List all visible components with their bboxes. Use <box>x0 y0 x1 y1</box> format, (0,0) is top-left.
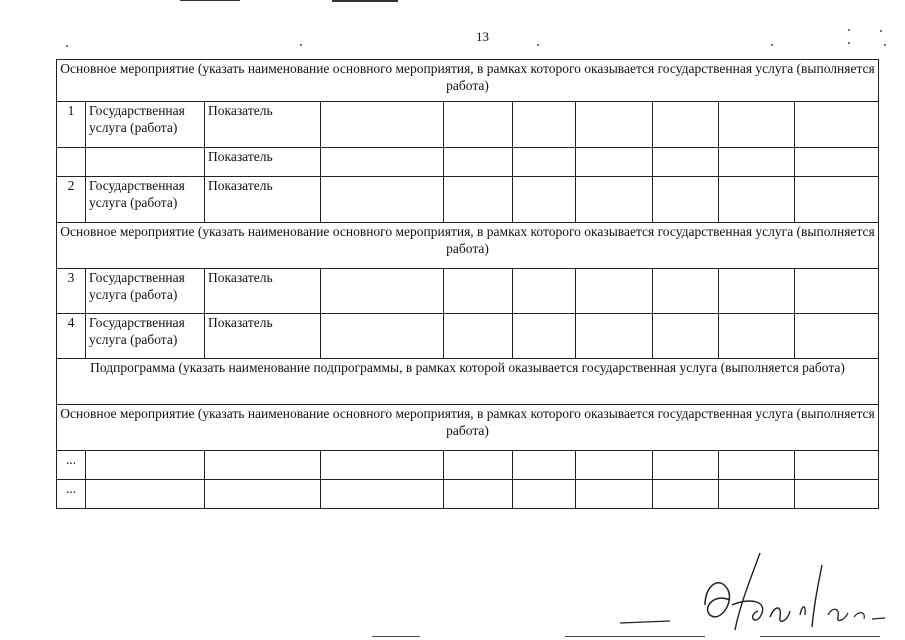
value-cell <box>653 451 719 480</box>
value-cell <box>513 269 576 314</box>
scan-speck <box>66 45 68 47</box>
row-number: 1 <box>57 102 86 148</box>
scan-speck <box>848 29 850 31</box>
value-cell <box>321 177 444 223</box>
indicator-cell: Показатель <box>205 148 321 177</box>
value-cell <box>444 451 513 480</box>
main-event-heading: Основное мероприятие (указать наименование основного мероприятия, в рамках которого оказывается государственная услуга (выполняется работа) <box>57 223 879 269</box>
row-number: ... <box>57 480 86 509</box>
value-cell <box>321 314 444 359</box>
service-cell <box>86 148 205 177</box>
value-cell <box>321 148 444 177</box>
table-row <box>57 451 879 480</box>
value-cell <box>795 314 879 359</box>
value-cell <box>444 269 513 314</box>
value-cell <box>795 451 879 480</box>
section-row <box>57 405 879 451</box>
value-cell <box>719 269 795 314</box>
value-cell <box>576 314 653 359</box>
value-cell <box>513 102 576 148</box>
scan-speck <box>848 42 850 44</box>
service-cell: Государственная услуга (работа) <box>86 177 205 223</box>
indicator-cell <box>205 451 321 480</box>
table-row <box>57 480 879 509</box>
page-number: 13 <box>476 29 489 44</box>
value-cell <box>576 480 653 509</box>
value-cell <box>795 269 879 314</box>
value-cell <box>653 269 719 314</box>
value-cell <box>576 177 653 223</box>
value-cell <box>576 148 653 177</box>
row-number: 2 <box>57 177 86 223</box>
value-cell <box>321 451 444 480</box>
value-cell <box>321 269 444 314</box>
value-cell <box>513 177 576 223</box>
value-cell <box>719 177 795 223</box>
value-cell <box>653 102 719 148</box>
service-cell: Государственная услуга (работа) <box>86 269 205 314</box>
value-cell <box>653 177 719 223</box>
scan-speck <box>880 30 882 32</box>
value-cell <box>653 314 719 359</box>
value-cell <box>653 480 719 509</box>
value-cell <box>321 480 444 509</box>
value-cell <box>576 451 653 480</box>
value-cell <box>444 177 513 223</box>
value-cell <box>513 451 576 480</box>
service-cell: Государственная услуга (работа) <box>86 314 205 359</box>
table-row <box>57 269 879 314</box>
value-cell <box>576 102 653 148</box>
indicator-cell: Показатель <box>205 314 321 359</box>
value-cell <box>795 148 879 177</box>
indicator-cell: Показатель <box>205 102 321 148</box>
scan-artifact-rule <box>565 636 705 637</box>
main-event-heading: Основное мероприятие (указать наименование основного мероприятия, в рамках которого оказывается государственная услуга (выполняется работа) <box>57 60 879 102</box>
table-row <box>57 314 879 359</box>
scan-artifact-rule <box>332 0 398 2</box>
scan-speck <box>537 44 539 46</box>
service-cell <box>86 451 205 480</box>
row-number: 3 <box>57 269 86 314</box>
value-cell <box>719 148 795 177</box>
row-number: ... <box>57 451 86 480</box>
value-cell <box>795 480 879 509</box>
subprogram-heading: Подпрограмма (указать наименование подпрограммы, в рамках которой оказывается государственная услуга (выполняется работа) <box>57 359 879 405</box>
value-cell <box>795 102 879 148</box>
value-cell <box>321 102 444 148</box>
handwritten-signature <box>610 545 895 635</box>
row-number: 4 <box>57 314 86 359</box>
indicator-cell: Показатель <box>205 269 321 314</box>
service-cell <box>86 480 205 509</box>
scan-artifact-rule <box>372 636 420 637</box>
value-cell <box>719 102 795 148</box>
value-cell <box>513 314 576 359</box>
section-row <box>57 359 879 405</box>
value-cell <box>576 269 653 314</box>
service-cell: Государственная услуга (работа) <box>86 102 205 148</box>
scan-artifact-rule <box>760 636 880 637</box>
section-row <box>57 60 879 102</box>
value-cell <box>719 451 795 480</box>
services-table <box>56 59 879 509</box>
table-row <box>57 102 879 148</box>
value-cell <box>513 480 576 509</box>
main-event-heading: Основное мероприятие (указать наименование основного мероприятия, в рамках которого оказывается государственная услуга (выполняется работа) <box>57 405 879 451</box>
value-cell <box>444 314 513 359</box>
indicator-cell <box>205 480 321 509</box>
value-cell <box>444 480 513 509</box>
section-row <box>57 223 879 269</box>
indicator-cell: Показатель <box>205 177 321 223</box>
value-cell <box>653 148 719 177</box>
scan-speck <box>884 44 886 46</box>
scan-artifact-rule <box>180 0 240 1</box>
value-cell <box>795 177 879 223</box>
value-cell <box>719 314 795 359</box>
table-row <box>57 177 879 223</box>
scan-speck <box>771 44 773 46</box>
value-cell <box>513 148 576 177</box>
value-cell <box>444 102 513 148</box>
row-number <box>57 148 86 177</box>
value-cell <box>719 480 795 509</box>
table-row <box>57 148 879 177</box>
scan-speck <box>300 44 302 46</box>
value-cell <box>444 148 513 177</box>
